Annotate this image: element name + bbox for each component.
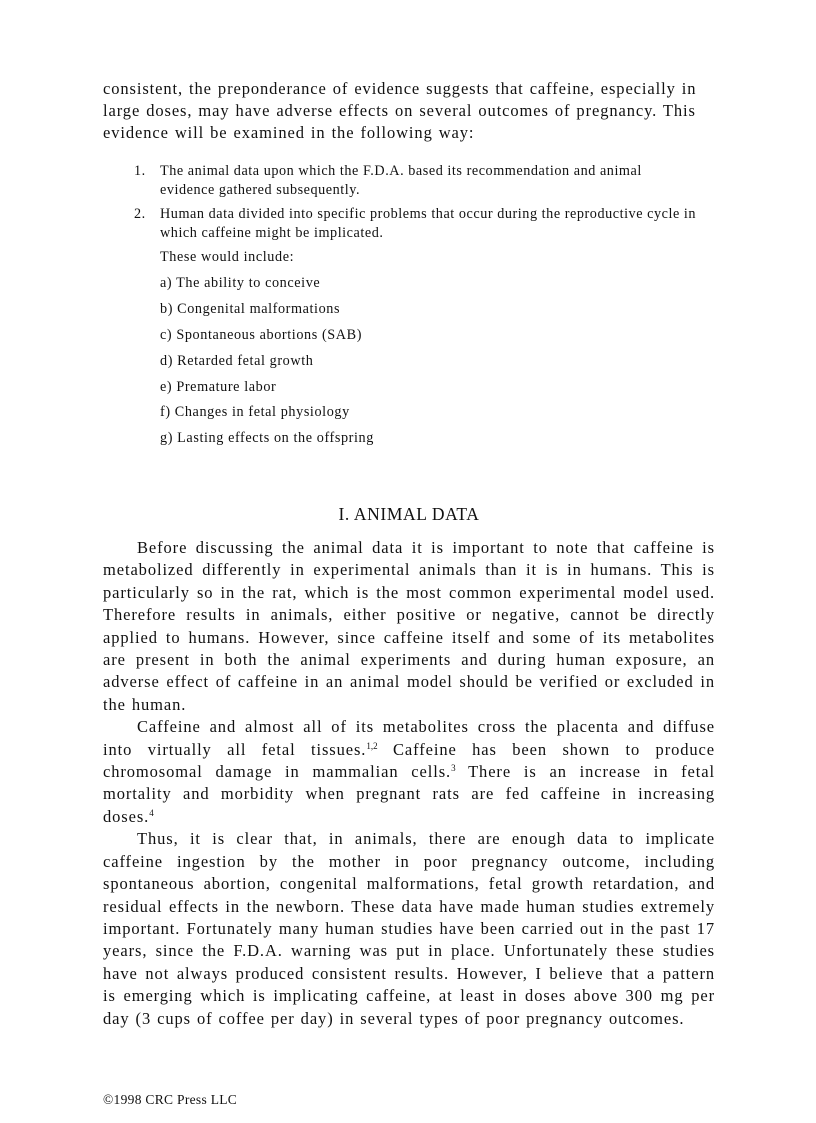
paragraph-3: Thus, it is clear that, in animals, there are enough data to implicate caffeine ingestion by the mother in poor pregnancy outcome, including spontaneous abortion, congenital malformations, fetal growth retardation, and residual effects in the newborn. These data have made human studies extremely important. Fortunately many human studies have been carried out in the past 17 years, since the F.D.A. warning was put in place. Unfortunately these studies have not always produced consistent results. However, I believe that a pattern is emerging which is implicating caffeine, at least in doses above 300 mg per day (3 cups of coffee per day) in several types of poor pregnancy outcomes.	[103, 829, 715, 1028]
citation-ref: 1,2	[366, 740, 378, 751]
citation-ref: 3	[451, 763, 456, 774]
citation-ref: 4	[149, 807, 154, 818]
section-heading: I. ANIMAL DATA	[338, 504, 480, 524]
numbered-list	[103, 162, 715, 244]
list-item	[103, 162, 700, 200]
sub-list-item: e) Premature labor	[160, 378, 277, 395]
list-text: The animal data upon which the F.D.A. based its recommendation and animal evidence gathered subsequently.	[160, 162, 642, 198]
sub-list-item: d) Retarded fetal growth	[160, 352, 314, 369]
paragraph-2-text-b: Caffeine has been shown to produce chromosomal damage in mammalian cells.	[103, 739, 715, 782]
paragraph-2-text-c: There is an increase in fetal mortality and morbidity when pregnant rats are fed caffeine in increasing doses.	[103, 762, 715, 826]
paragraph-2	[103, 716, 715, 828]
page	[103, 78, 715, 1030]
sub-list-item: f) Changes in fetal physiology	[160, 404, 350, 421]
sub-list-item: g) Lasting effects on the offspring	[160, 430, 374, 447]
intro-paragraph: consistent, the preponderance of evidence suggests that caffeine, especially in large doses, may have adverse effects on several outcomes of pregnancy. This evidence will be examined in the following way:	[103, 79, 697, 143]
sub-list-item: a) The ability to conceive	[160, 275, 321, 292]
list-number: 2.	[134, 206, 146, 223]
paragraph-1: Before discussing the animal data it is important to note that caffeine is metabolized differently in experimental animals than it is in humans. This is particularly so in the rat, which is the most common experimental model used. Therefore results in animals, either positive or negative, cannot be directly applied to humans. However, since caffeine itself and some of its metabolites are present in both the animal experiments and during human exposure, an adverse effect of caffeine in an animal model should be verified or excluded in the human.	[103, 538, 715, 714]
list-item	[103, 205, 700, 243]
sub-list-item: c) Spontaneous abortions (SAB)	[160, 327, 363, 344]
list-number: 1.	[134, 162, 146, 179]
copyright-footer: ©1998 CRC Press LLC	[103, 1092, 238, 1107]
section-body	[103, 537, 715, 1030]
paragraph-2-text-a: Caffeine and almost all of its metabolites cross the placenta and diffuse into virtually all fetal tissues.	[103, 717, 715, 759]
sub-list	[103, 248, 715, 455]
sub-list-item: b) Congenital malformations	[160, 301, 341, 318]
list-text: Human data divided into specific problems that occur during the reproductive cycle in which caffeine might be implicated.	[160, 206, 697, 242]
sub-list-lead: These would include:	[160, 249, 295, 266]
intro-block	[103, 78, 715, 145]
